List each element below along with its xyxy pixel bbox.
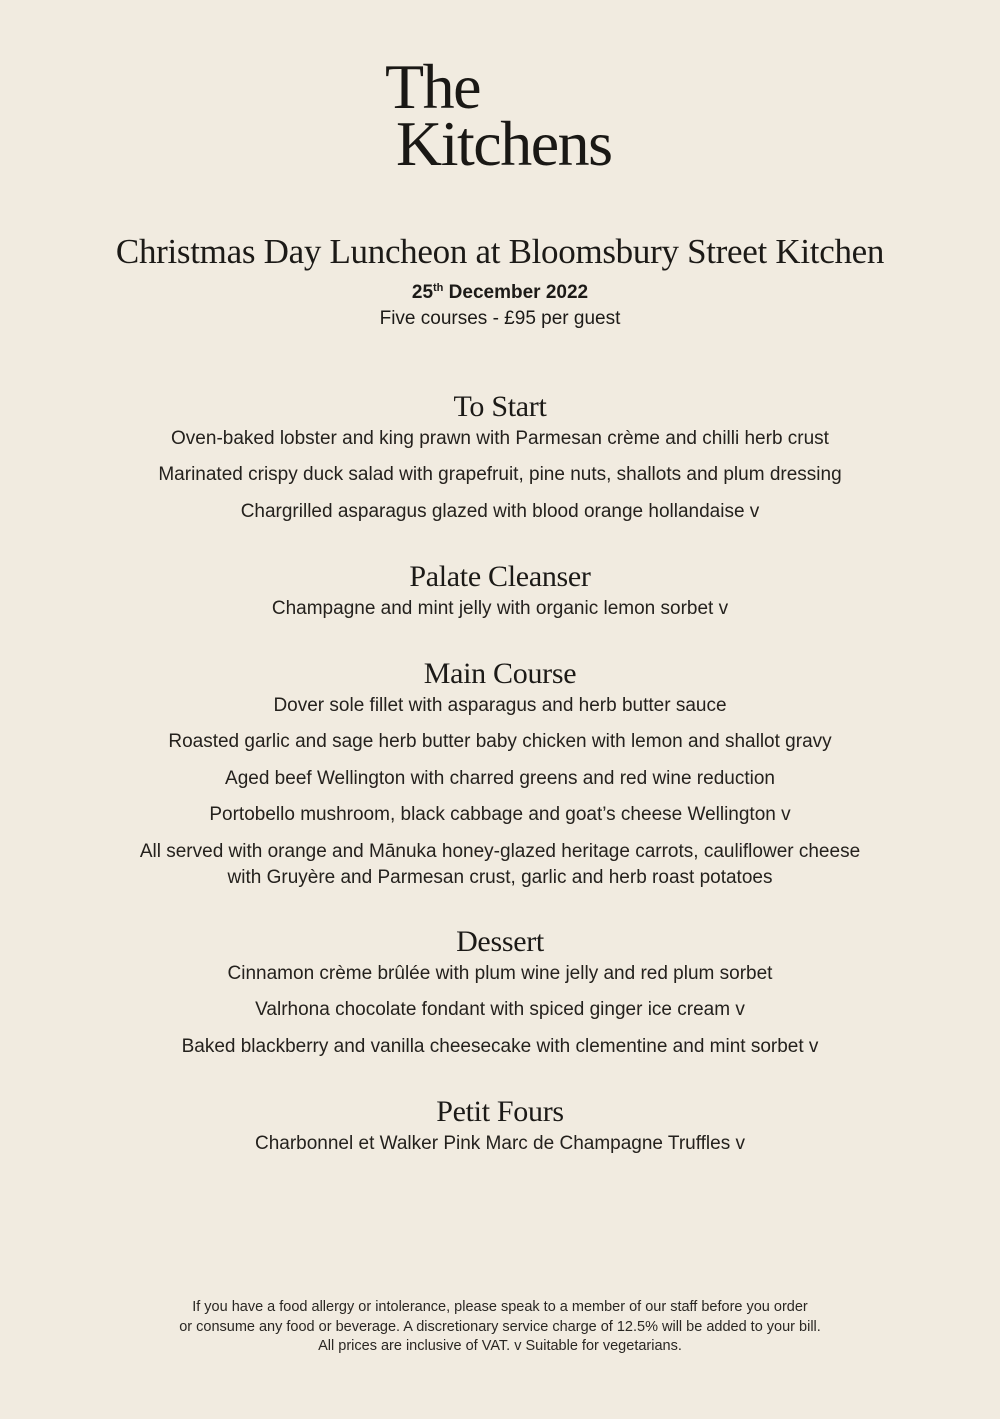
footer-line-1: If you have a food allergy or intolerance, please speak to a member of our staff before you order: [192, 1299, 808, 1315]
section-title: Petit Fours: [436, 1095, 564, 1128]
date-day: 25: [411, 282, 434, 303]
logo: [385, 51, 612, 179]
menu-item: Marinated crispy duck salad with grapefruit, pine nuts, shallots and plum dressing: [158, 464, 842, 486]
event-date: [0, 280, 1000, 306]
menu-item: Portobello mushroom, black cabbage and goat’s cheese Wellington v: [209, 804, 791, 826]
date-month-year: December 2022: [443, 282, 589, 303]
menu-item: Baked blackberry and vanilla cheesecake with clementine and mint sorbet v: [181, 1035, 819, 1057]
footer-notice: [0, 1298, 1000, 1357]
logo-line-2: Kitchens: [396, 108, 612, 179]
sides-line-2: with Gruyère and Parmesan crust, garlic and herb roast potatoes: [227, 866, 773, 888]
logo-line-1: The: [385, 51, 480, 122]
date-suffix: th: [433, 282, 444, 294]
menu-item: Champagne and mint jelly with organic lemon sorbet v: [271, 598, 729, 619]
footer-line-3: All prices are inclusive of VAT. v Suitable for vegetarians.: [318, 1338, 682, 1354]
menu-item: Chargrilled asparagus glazed with blood orange hollandaise v: [240, 500, 760, 522]
menu-item: Valrhona chocolate fondant with spiced ginger ice cream v: [255, 999, 745, 1021]
menu-item: Oven-baked lobster and king prawn with Parmesan crème and chilli herb crust: [171, 428, 829, 449]
menu-item: Roasted garlic and sage herb butter baby chicken with lemon and shallot gravy: [168, 731, 832, 753]
section-to-start: [0, 388, 1000, 535]
section-dessert: [0, 923, 1000, 1070]
section-petit-fours: [0, 1093, 1000, 1167]
menu-item: Dover sole fillet with asparagus and herb butter sauce: [273, 695, 727, 716]
menu-item: Aged beef Wellington with charred greens and red wine reduction: [225, 767, 775, 789]
section-title: Palate Cleanser: [409, 560, 591, 593]
price-line: Five courses - £95 per guest: [379, 308, 621, 329]
section-title: Dessert: [456, 925, 544, 958]
sides-line-1: All served with orange and Mānuka honey-glazed heritage carrots, cauliflower cheese: [139, 840, 861, 862]
menu-item: Cinnamon crème brûlée with plum wine jelly and red plum sorbet: [227, 963, 773, 984]
footer-line-2: or consume any food or beverage. A discretionary service charge of 12.5% will be added to your bill.: [179, 1318, 821, 1335]
section-palate-cleanser: [0, 558, 1000, 632]
section-title: Main Course: [423, 657, 577, 690]
page-title: Christmas Day Luncheon at Bloomsbury Street Kitchen: [115, 232, 885, 271]
section-title: To Start: [453, 390, 547, 423]
section-main-course: [0, 655, 1000, 891]
menu-item: Charbonnel et Walker Pink Marc de Champagne Truffles v: [254, 1133, 745, 1154]
